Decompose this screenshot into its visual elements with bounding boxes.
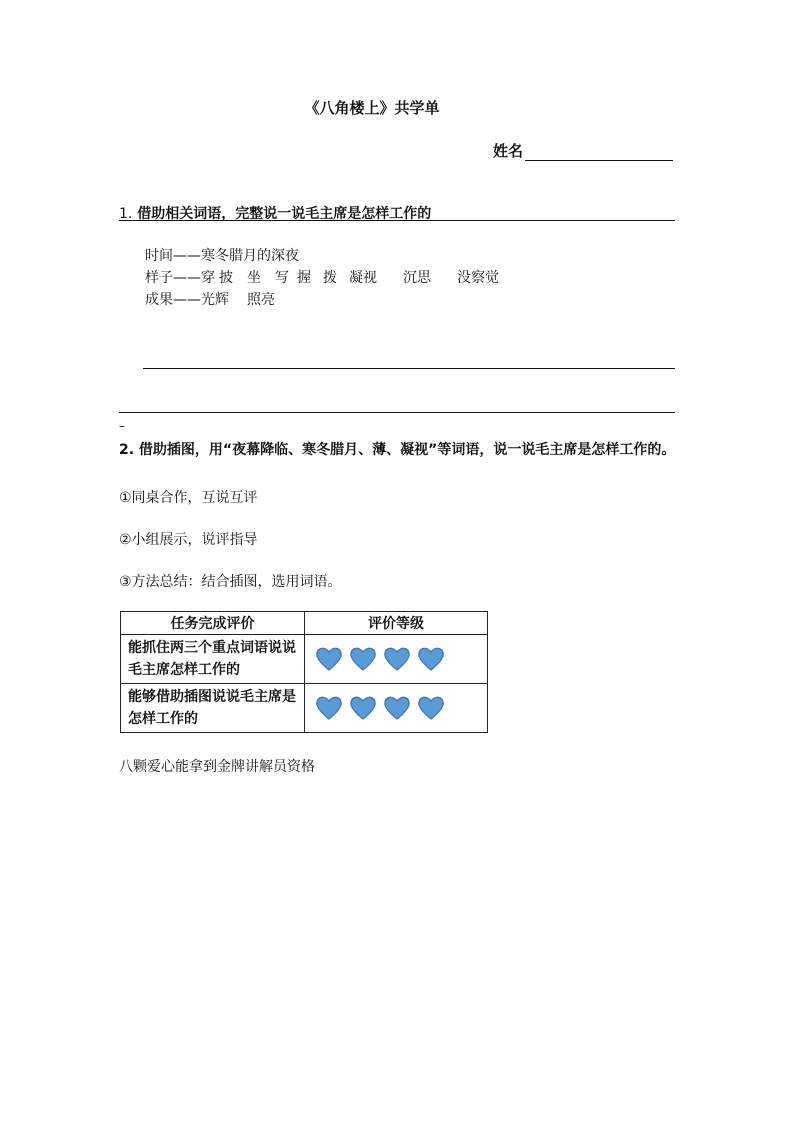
- name-label: 姓名: [493, 142, 524, 160]
- rating-cell: [305, 635, 488, 684]
- time-line: [145, 245, 299, 265]
- manner-word: 写: [275, 270, 289, 286]
- heart-icon: [349, 695, 377, 721]
- dash-mark: –: [119, 419, 125, 433]
- result-label: 成果——: [145, 292, 201, 308]
- heart-icon: [383, 695, 411, 721]
- table-row: [121, 684, 488, 733]
- criterion-cell: 能抓住两三个重点词语说说毛主席怎样工作的: [121, 635, 305, 684]
- manner-word: 没察觉: [457, 270, 499, 286]
- heart-icon: [315, 646, 343, 672]
- header-rating-level: 评价等级: [305, 612, 488, 635]
- heart-icon: [417, 646, 445, 672]
- time-word: 寒冬腊月的深夜: [201, 248, 299, 264]
- question-1-number: 1.: [119, 206, 133, 222]
- table-header-row: [121, 612, 488, 635]
- time-label: 时间——: [145, 248, 201, 264]
- answer-line-1[interactable]: [143, 368, 675, 369]
- manner-word: 沉思: [403, 270, 431, 286]
- table-row: [121, 635, 488, 684]
- manner-line: [145, 267, 499, 287]
- manner-word: 凝视: [349, 270, 377, 286]
- heart-icon: [315, 695, 343, 721]
- manner-word: 披: [219, 270, 233, 286]
- question-1-rule: [119, 220, 675, 221]
- manner-word: 坐: [247, 270, 261, 286]
- step-1: ①同桌合作，互说互评: [119, 490, 258, 506]
- result-line: [145, 289, 275, 309]
- heart-rating[interactable]: [305, 695, 487, 721]
- heart-rating[interactable]: [305, 646, 487, 672]
- question-1-text: 借助相关词语，完整说一说毛主席是怎样工作的: [137, 206, 432, 222]
- heart-icon: [349, 646, 377, 672]
- heart-icon: [383, 646, 411, 672]
- worksheet-title: 《八角楼上》共学单: [304, 99, 440, 117]
- result-word: 光辉: [201, 292, 229, 308]
- evaluation-table: [120, 611, 488, 733]
- heart-icon: [417, 695, 445, 721]
- step-2: ②小组展示，说评指导: [119, 532, 258, 548]
- manner-word: 握: [297, 270, 311, 286]
- manner-word: 穿: [201, 270, 215, 286]
- result-word: 照亮: [247, 292, 275, 308]
- header-task-evaluation: 任务完成评价: [121, 612, 305, 635]
- step-3: ③方法总结：结合插图，选用词语。: [119, 574, 342, 590]
- manner-label: 样子——: [145, 270, 201, 286]
- question-2: 2. 借助插图，用“夜幕降临、寒冬腊月、薄、凝视”等词语，说一说毛主席是怎样工作的。: [119, 442, 676, 458]
- footer-note: 八颗爱心能拿到金牌讲解员资格: [119, 759, 315, 775]
- criterion-cell: 能够借助插图说说毛主席是怎样工作的: [121, 684, 305, 733]
- name-blank-line[interactable]: [525, 146, 673, 161]
- answer-line-2[interactable]: [119, 412, 675, 413]
- rating-cell: [305, 684, 488, 733]
- name-field: [493, 140, 673, 161]
- manner-word: 拨: [323, 270, 337, 286]
